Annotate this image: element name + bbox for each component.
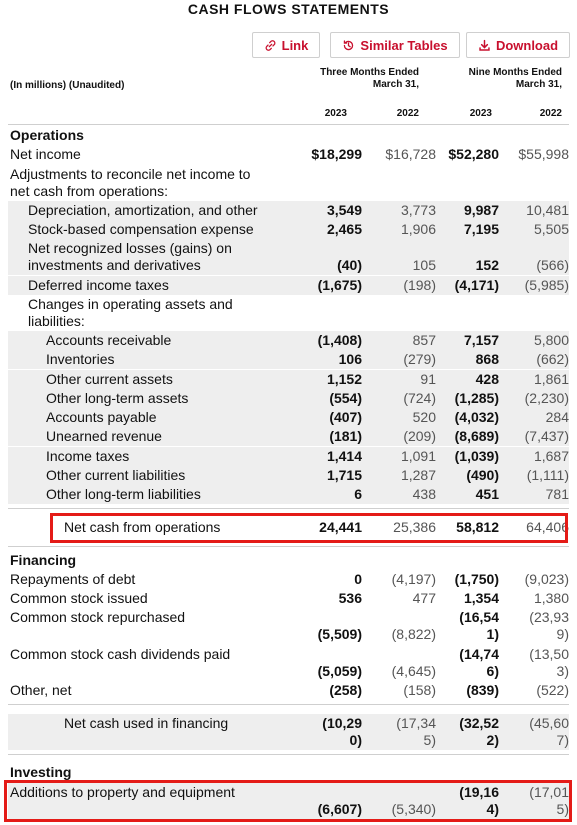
table-row: Other long-term liabilities 6 438 451 781 — [8, 485, 569, 504]
download-icon — [478, 39, 491, 52]
year-header: 2023 — [469, 108, 492, 119]
table-row: Unearned revenue (181) (209) (8,689) (7,437) — [8, 427, 569, 446]
history-icon — [342, 39, 355, 52]
table-row-total: 0) 5) 2) 7) — [8, 731, 569, 750]
table-row: Adjustments to reconcile net income to — [10, 166, 251, 182]
table-row-total: Net cash used in financing (10,29 (17,34 (32,52 (45,60 — [8, 714, 569, 733]
table-row: investments and derivatives (40) 105 152 (566) — [8, 256, 569, 275]
table-row: Changes in operating assets and — [28, 296, 233, 312]
table-row: (5,059) (4,645) 6) 3) — [317, 663, 569, 679]
table-row: Accounts payable (407) 520 (4,032) 284 — [8, 408, 569, 427]
page-title: CASH FLOWS STATEMENTS — [187, 1, 390, 17]
nine-months-header: Nine Months Ended March 31, — [468, 67, 562, 90]
table-row: (6,607) (5,340) 4) 5) — [8, 800, 569, 819]
section-operations: Operations — [10, 127, 84, 143]
table-row: Other current assets 1,152 91 428 1,861 — [8, 370, 569, 389]
three-months-header: Three Months Ended March 31, — [320, 67, 419, 90]
year-header: 2022 — [396, 108, 419, 119]
section-investing: Investing — [10, 764, 72, 780]
table-row: Other, net (258) (158) (839) (522) — [10, 682, 569, 698]
similar-tables-button[interactable] — [330, 32, 460, 58]
divider — [8, 704, 569, 705]
table-row: Stock-based compensation expense 2,465 1,906 7,195 5,505 — [8, 220, 569, 239]
table-row: (5,509) (8,822) 1) 9) — [317, 626, 569, 642]
table-row: Common stock repurchased (16,54 (23,93 — [10, 609, 569, 625]
highlight-box — [4, 780, 572, 822]
similar-tables-label: Similar Tables — [360, 37, 448, 53]
table-row: Other long-term assets (554) (724) (1,285) (2,230) — [8, 389, 569, 408]
link-icon — [264, 39, 277, 52]
divider — [8, 508, 569, 509]
table-row: Common stock cash dividends paid (14,74 (13,50 — [10, 646, 569, 662]
link-label: Link — [281, 37, 309, 53]
divider — [8, 754, 569, 755]
download-button[interactable] — [466, 32, 570, 58]
table-row: Depreciation, amortization, and other 3,549 3,773 9,987 10,481 — [8, 201, 569, 220]
divider — [8, 124, 569, 125]
year-header: 2023 — [324, 108, 347, 119]
table-row: Net recognized losses (gains) on — [8, 239, 569, 258]
table-row: Deferred income taxes (1,675) (198) (4,171) (5,985) — [8, 276, 569, 295]
link-button[interactable] — [252, 32, 320, 58]
table-row-total: Net cash from operations 24,441 25,386 58,812 64,406 — [64, 519, 569, 535]
year-header: 2022 — [539, 108, 562, 119]
units-label: (In millions) (Unaudited) — [10, 80, 125, 91]
table-row: Net income $18,299 $16,728 $52,280 $55,998 — [10, 146, 569, 162]
download-label: Download — [495, 37, 559, 53]
table-row: Common stock issued 536 477 1,354 1,380 — [10, 590, 569, 606]
table-row: liabilities: — [28, 313, 85, 329]
table-row: Additions to property and equipment (19,16 (17,01 — [10, 784, 569, 800]
divider — [8, 546, 569, 547]
table-row: Repayments of debt 0 (4,197) (1,750) (9,023) — [10, 571, 569, 587]
table-row: Income taxes 1,414 1,091 (1,039) 1,687 — [8, 447, 569, 466]
table-row: Accounts receivable (1,408) 857 7,157 5,800 — [8, 331, 569, 350]
table-row: Inventories 106 (279) 868 (662) — [8, 350, 569, 369]
highlight-box — [50, 513, 568, 543]
table-row: Other current liabilities 1,715 1,287 (490) (1,111) — [8, 466, 569, 485]
table-row: net cash from operations: — [10, 183, 168, 199]
section-financing: Financing — [10, 552, 77, 568]
